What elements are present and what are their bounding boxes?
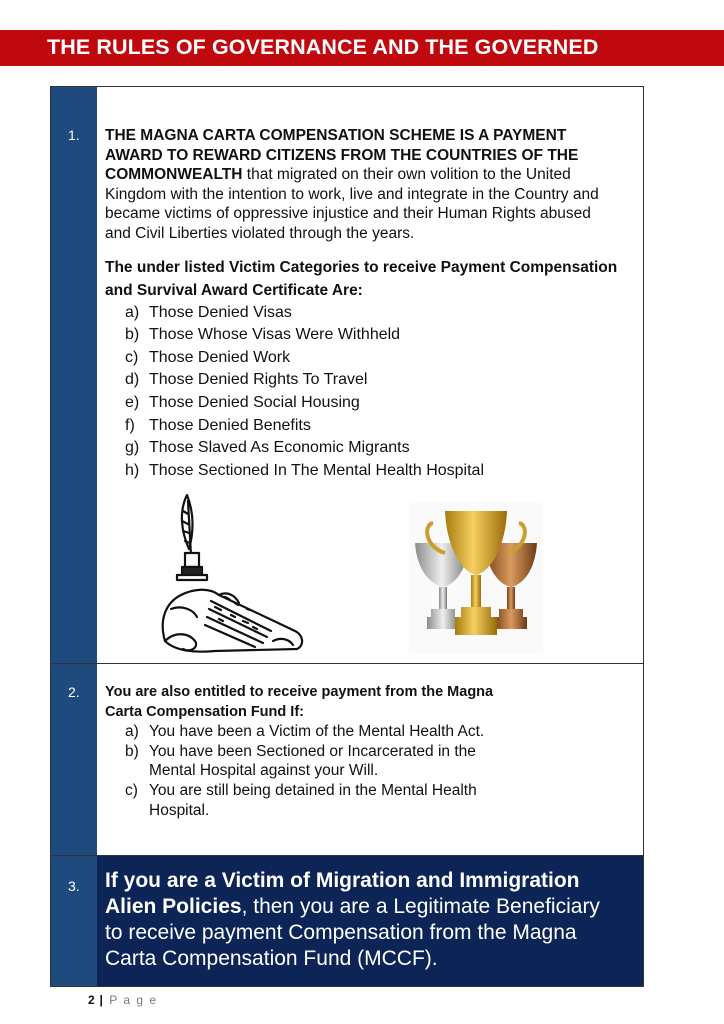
list-item-text: Those Denied Social Housing (149, 393, 360, 411)
row-3-bold-lead: If you are a Victim of Migration and Immigration Alien Policies (105, 869, 580, 918)
list-item-label: c) (125, 348, 139, 366)
list-item-label: c) (125, 781, 138, 799)
footer-separator: | (99, 993, 105, 1007)
list-item (105, 347, 619, 370)
list-item (105, 302, 619, 325)
list-item (105, 460, 619, 483)
list-item-text: Those Denied Benefits (149, 416, 311, 434)
list-item-label: d) (125, 371, 140, 389)
trophies-image (409, 503, 543, 653)
page-number: 2 (88, 993, 95, 1007)
row-3-text: , then you are a Legitimate Beneficiary to receive payment Compensation from the Magna Carta Compensation Fund (MCCF). (105, 895, 600, 970)
row-content (105, 868, 619, 972)
number-column (51, 664, 97, 855)
title-banner (0, 30, 724, 66)
table-row-3 (51, 856, 643, 986)
page-footer (88, 993, 158, 1007)
list-item (105, 742, 523, 781)
list-item-label: e) (125, 393, 140, 411)
row-1-text: that migrated on their own volition to the United Kingdom with the intention to work, live and integrate in the Country and became victims of oppressive injustice and their Human Rights abused and Civil Liberties violated through the years. (105, 166, 599, 242)
mental-health-list (105, 722, 523, 820)
list-item (105, 392, 619, 415)
row-3-paragraph (105, 868, 619, 972)
row-content (105, 126, 619, 482)
row-1-paragraph (105, 126, 619, 244)
row-number: 1. (68, 127, 80, 143)
row-content (105, 683, 523, 820)
list-item-label: a) (125, 723, 139, 741)
list-item (105, 415, 619, 438)
list-item (105, 781, 523, 820)
list-item (105, 324, 619, 347)
list-item-text: Those Whose Visas Were Withheld (149, 326, 401, 344)
victim-categories-heading: The under listed Victim Categories to receive Payment Compensation and Survival Award Certificate Are: (105, 258, 618, 299)
victim-categories-list (105, 302, 619, 483)
list-item (105, 722, 523, 742)
list-item-text: You have been Sectioned or Incarcerated in the Mental Hospital against your Will. (149, 742, 476, 780)
list-item-label: a) (125, 303, 140, 321)
list-item-text: You have been a Victim of the Mental Health Act. (149, 723, 485, 741)
number-column (51, 856, 97, 986)
row-1-bold-lead: THE MAGNA CARTA COMPENSATION SCHEME IS A PAYMENT AWARD TO REWARD CITIZENS FROM THE COUNTRIES OF THE COMMONWEALTH (105, 127, 579, 184)
table-row-2 (51, 664, 643, 856)
number-column (51, 87, 97, 663)
list-item-text: Those Denied Rights To Travel (149, 371, 368, 389)
list-item-text: Those Slaved As Economic Migrants (149, 439, 410, 457)
list-item-text: Those Denied Work (149, 348, 291, 366)
list-item-text: Those Sectioned In The Mental Health Hospital (149, 461, 485, 479)
list-item-label: b) (125, 326, 140, 344)
page-label: P a g e (109, 993, 158, 1007)
list-item-label: f) (125, 416, 135, 434)
rules-table (50, 86, 644, 987)
list-item (105, 369, 619, 392)
row-number: 2. (68, 684, 80, 700)
list-item-label: h) (125, 461, 140, 479)
list-item (105, 437, 619, 460)
list-item-text: You are still being detained in the Mental Health Hospital. (149, 781, 477, 819)
quill-scroll-image (155, 491, 311, 655)
list-item-text: Those Denied Visas (149, 303, 292, 321)
list-item-label: g) (125, 439, 140, 457)
list-item-label: b) (125, 742, 139, 760)
page-title: THE RULES OF GOVERNANCE AND THE GOVERNED (47, 35, 599, 59)
row-number: 3. (68, 878, 80, 894)
table-row-1 (51, 87, 643, 664)
row-2-heading: You are also entitled to receive payment from the Magna Carta Compensation Fund If: (105, 684, 494, 720)
